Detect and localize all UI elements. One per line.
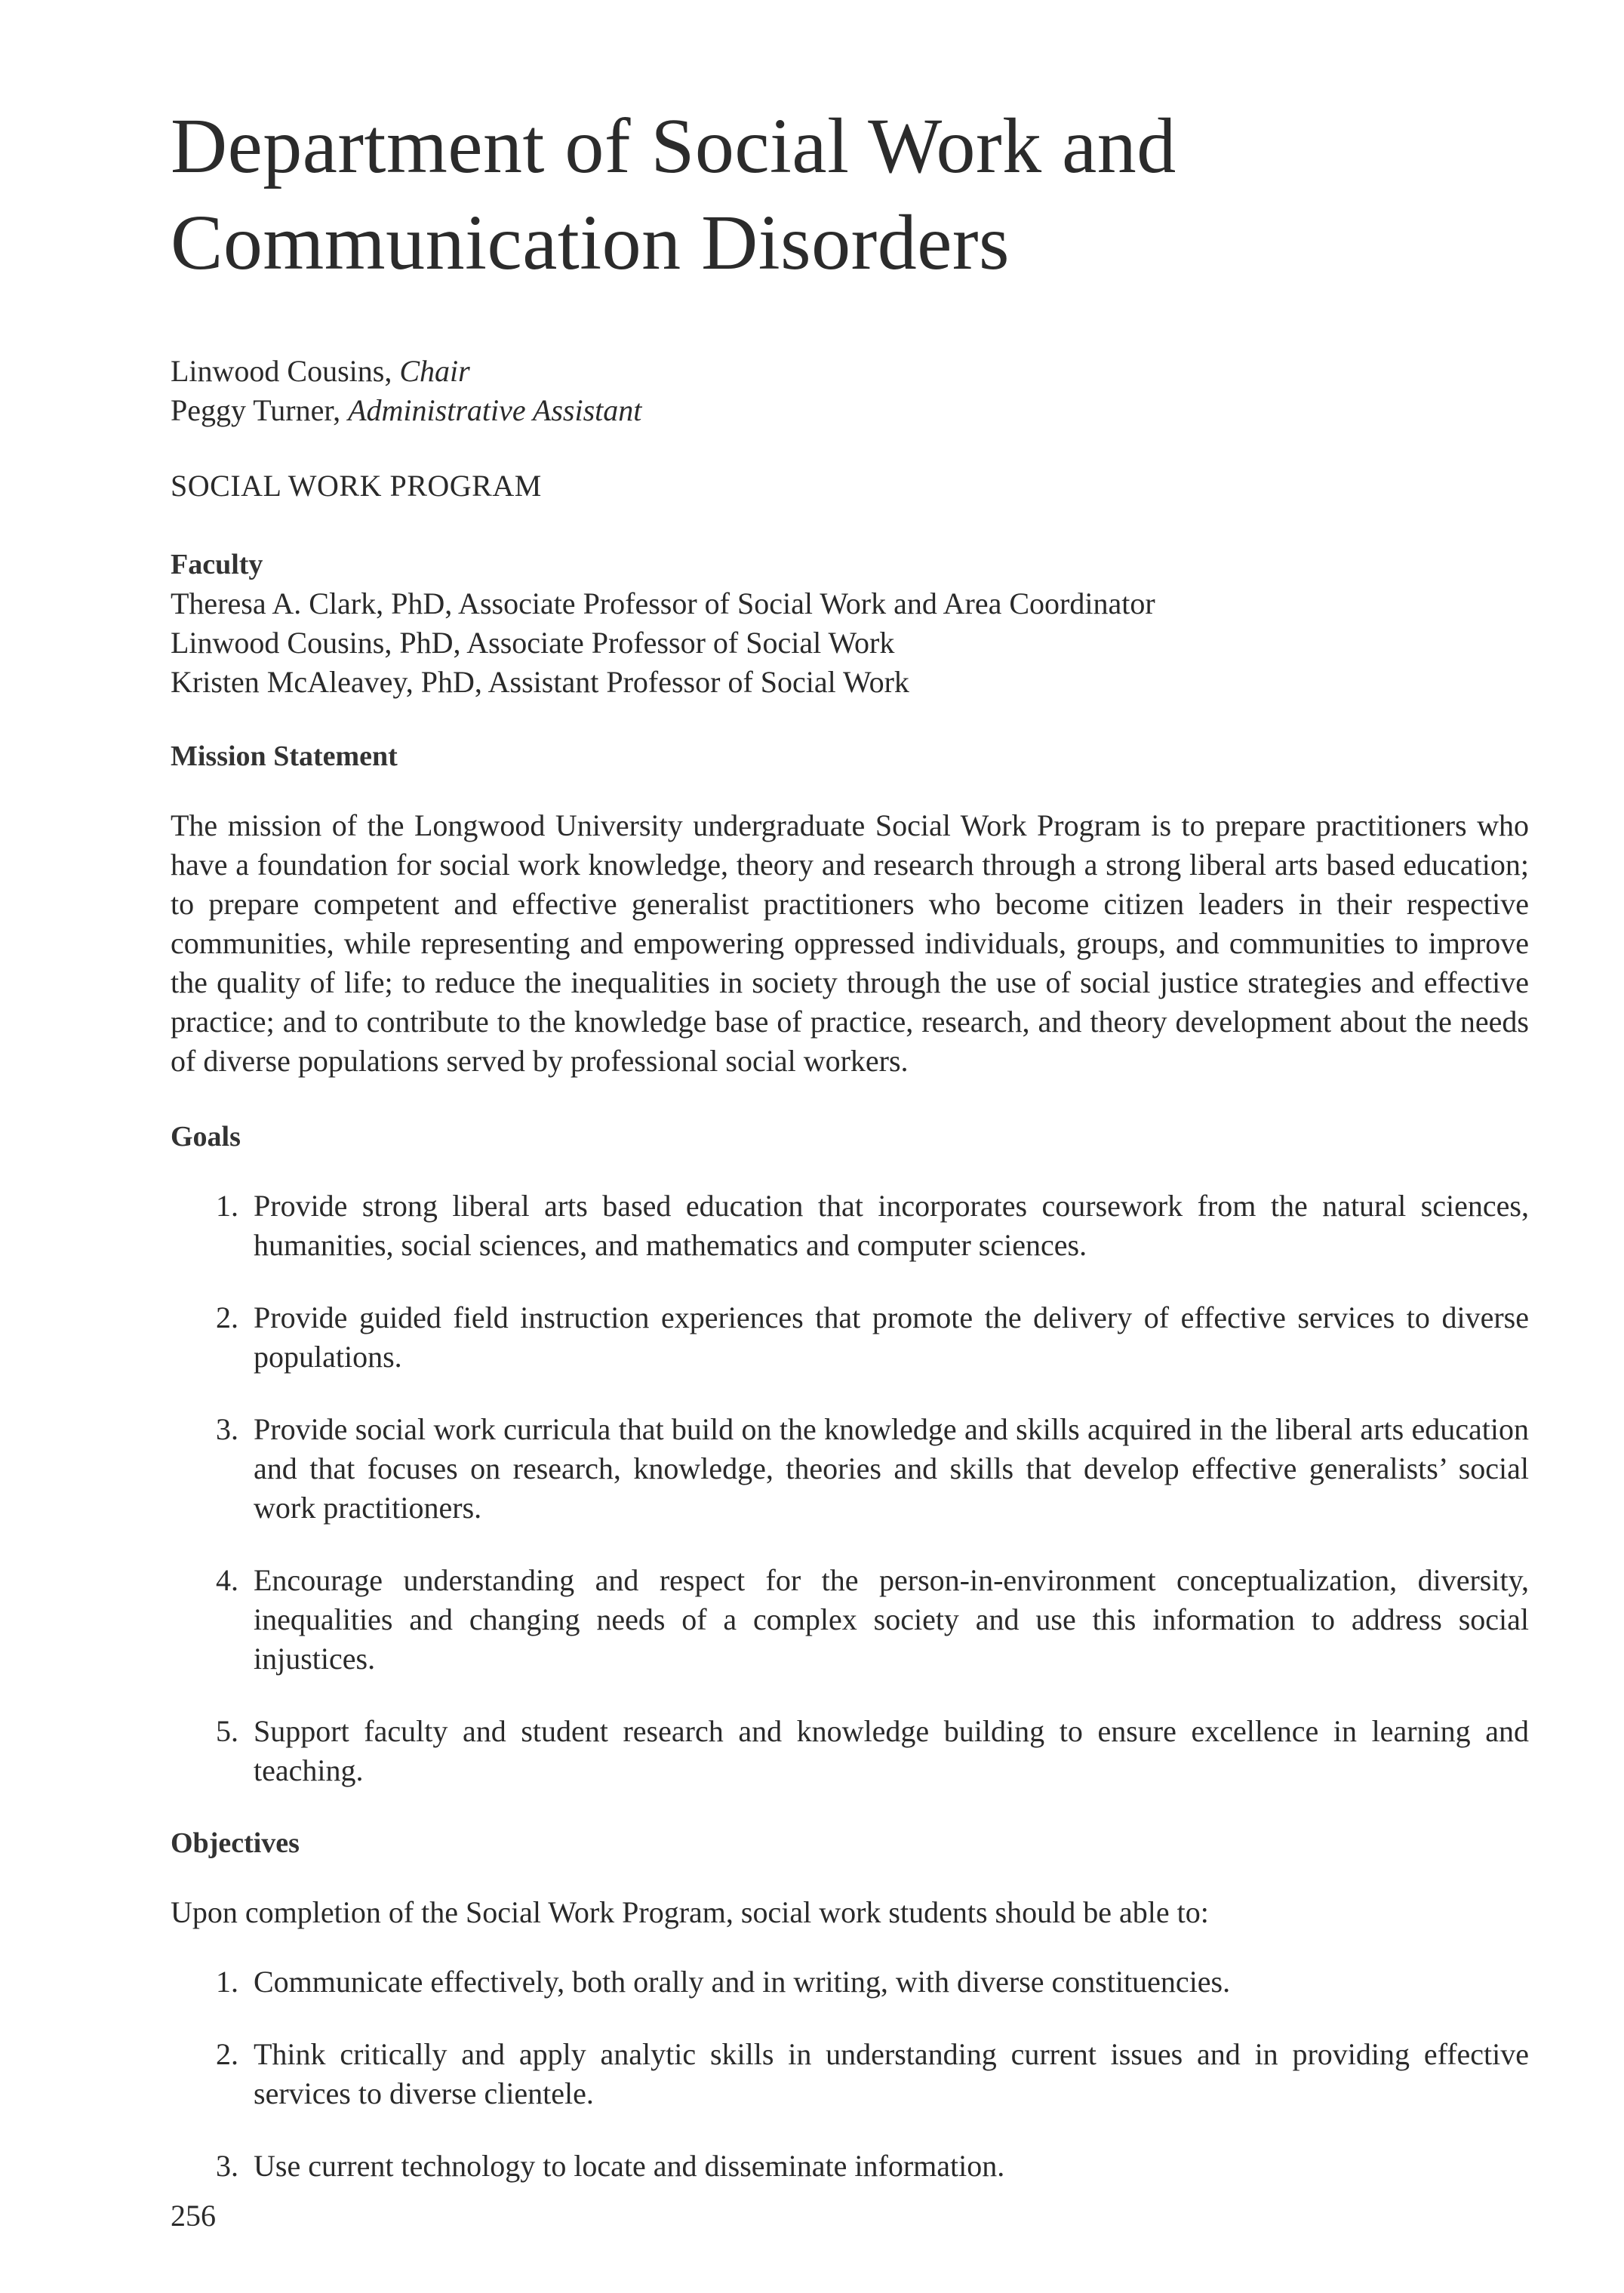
faculty-member: Linwood Cousins, PhD, Associate Professor of Social Work	[171, 626, 895, 660]
list-text: Think critically and apply analytic skills in understanding current issues and in providing effective services to diverse clientele.	[254, 2037, 1529, 2110]
faculty-member: Kristen McAleavey, PhD, Assistant Professor of Social Work	[171, 665, 909, 699]
goals-heading: Goals	[171, 1121, 241, 1153]
staff-line	[171, 391, 1529, 430]
list-item	[171, 1561, 1529, 1679]
objectives-heading: Objectives	[171, 1827, 300, 1859]
list-text: Support faculty and student research and knowledge building to ensure excellence in learning and teaching.	[254, 1714, 1529, 1787]
faculty-heading: Faculty	[171, 549, 263, 580]
list-text: Communicate effectively, both orally and in writing, with diverse constituencies.	[254, 1965, 1231, 1999]
list-number: 4.	[216, 1563, 238, 1597]
list-text: Use current technology to locate and disseminate information.	[254, 2149, 1005, 2183]
list-text: Encourage understanding and respect for the person-in-environment conceptualization, diversity, inequalities and changing needs of a complex society and use this information to address social injustices.	[254, 1563, 1529, 1676]
list-number: 3.	[216, 2149, 238, 2183]
staff-name: Peggy Turner,	[171, 393, 349, 427]
page-content	[171, 98, 1529, 2219]
staff-role: Chair	[399, 354, 470, 388]
list-number: 1.	[216, 1189, 238, 1223]
mission-heading: Mission Statement	[171, 740, 398, 772]
list-text: Provide guided field instruction experiences that promote the delivery of effective services to diverse populations.	[254, 1300, 1529, 1374]
list-number: 5.	[216, 1714, 238, 1748]
list-item	[171, 1712, 1529, 1790]
mission-paragraph: The mission of the Longwood University undergraduate Social Work Program is to prepare practitioners who have a foundation for social work knowledge, theory and research through a strong liberal arts based education; to prepare competent and effective generalist practitioners who become citizen leaders in their respective communities, while representing and empowering oppressed individuals, groups, and communities to improve the quality of life; to reduce the inequalities in society through the use of social justice strategies and effective practice; and to contribute to the knowledge base of practice, research, and theory development about the needs of diverse populations served by professional social workers.	[171, 808, 1529, 1078]
list-number: 3.	[216, 1412, 238, 1446]
goals-list	[171, 1187, 1529, 1790]
list-item	[171, 1298, 1529, 1377]
objectives-intro: Upon completion of the Social Work Program, social work students should be able to:	[171, 1895, 1209, 1929]
list-text: Provide strong liberal arts based education that incorporates coursework from the natural sciences, humanities, social sciences, and mathematics and computer sciences.	[254, 1189, 1529, 1262]
list-item	[171, 2147, 1529, 2186]
page-number: 256	[171, 2199, 216, 2233]
title-line-2: Communication Disorders	[171, 199, 1010, 286]
staff-name: Linwood Cousins,	[171, 354, 400, 388]
list-number: 2.	[216, 1300, 238, 1334]
list-item	[171, 1187, 1529, 1265]
objectives-list	[171, 1962, 1529, 2186]
staff-line	[171, 352, 1529, 391]
list-number: 1.	[216, 1965, 238, 1999]
title-line-1: Department of Social Work and	[171, 103, 1176, 189]
faculty-member: Theresa A. Clark, PhD, Associate Professor of Social Work and Area Coordinator	[171, 586, 1155, 620]
department-staff	[171, 352, 1529, 430]
list-number: 2.	[216, 2037, 238, 2071]
page-title	[171, 98, 1529, 291]
list-item	[171, 1962, 1529, 2002]
list-item	[171, 1410, 1529, 1528]
faculty-section	[171, 545, 1529, 702]
program-heading: SOCIAL WORK PROGRAM	[171, 469, 542, 503]
staff-role: Administrative Assistant	[348, 393, 642, 427]
list-item	[171, 2035, 1529, 2113]
list-text: Provide social work curricula that build on the knowledge and skills acquired in the liberal arts education and that focuses on research, knowledge, theories and skills that develop effective generalists’ social work practitioners.	[254, 1412, 1529, 1525]
